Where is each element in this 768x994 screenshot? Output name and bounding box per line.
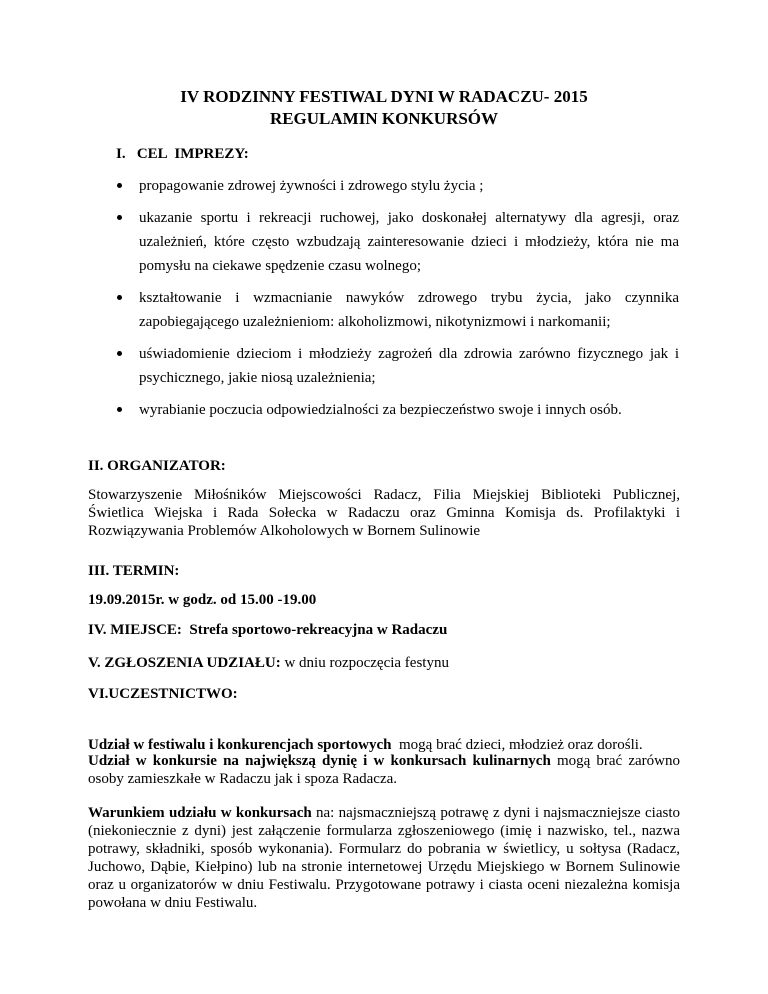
participation-2-bold: Udział w konkursie na największą dynię i w konkursach kulinarnych [88,753,551,769]
section-5-line [88,654,680,672]
bullet-3-text: kształtowanie i wzmacnianie nawyków zdrowego trybu życia, jako czynnika zapobiegającego uzależnieniom: alkoholizmowi, nikotynizmowi i narkomanii; [139,290,679,330]
participation-paragraph-3 [88,804,680,912]
section-3-date: 19.09.2015r. w godz. od 15.00 -19.00 [88,592,317,608]
bullet-4-text: uświadomienie dzieciom i młodzieży zagrożeń dla zdrowia zarówno fizycznego jak i psychicznego, jakie niosą uzależnienia; [139,346,679,386]
participation-3-text: na: najsmaczniejszą potrawę z dyni i najsmaczniejsze ciasto (niekoniecznie z dyni) jest załączenie formularza zgłoszeniowego (imię i nazwisko, tel., nazwa potrawy, składniki, sposób wykonania). Formularz do pobrania w świetlicy, u sołtysa (Radacz, Juchowo, Dąbie, Kiełpino) lub na stronie internetowej Urzędu Miejskiego w Bornem Sulinowie oraz u organizatorów w dniu Festiwalu. Przygotowane potrawy i ciasta oceni niezależna komisja powołana w dniu Festiwalu. [88,805,680,911]
bullet-3-marker [117,295,122,300]
bullet-5-marker [117,407,122,412]
section-3-heading: III. TERMIN: [88,563,180,579]
participation-2-text: mogą brać zarówno osoby zamieszkałe w Radaczu jak i spoza Radacza. [88,753,680,787]
bullet-2-text: ukazanie sportu i rekreacji ruchowej, jako doskonałej alternatywy dla agresji, oraz uzależnień, które często wzbudzają zainteresowanie dzieci i młodzieży, która nie ma pomysłu na ciekawe spędzenie czasu wolnego; [139,210,679,274]
section-2-text: Stowarzyszenie Miłośników Miejscowości Radacz, Filia Miejskiej Biblioteki Publicznej, Świetlica Wiejska i Rada Sołecka w Radaczu oraz Gminna Komisja ds. Profilaktyki i Rozwiązywania Problemów Alkoholowych w Bornem Sulinowie [88,487,680,539]
participation-paragraph-1 [88,718,680,754]
bullet-2-marker [117,215,122,220]
section-6-heading: VI.UCZESTNICTWO: [88,686,238,702]
bullet-1-text: propagowanie zdrowej żywności i zdrowego stylu życia ; [139,178,484,194]
section-2-heading: II. ORGANIZATOR: [88,458,226,474]
participation-1-text: mogą brać dzieci, młodzież oraz dorośli. [391,737,643,753]
bullet-5-text: wyrabianie poczucia odpowiedzialności za bezpieczeństwo swoje i innych osób. [139,402,622,418]
participation-paragraph-2 [88,752,680,788]
participation-3-bold: Warunkiem udziału w konkursach [88,805,312,821]
section-5-heading: V. ZGŁOSZENIA UDZIAŁU: [88,655,281,671]
document-title-line-2: REGULAMIN KONKURSÓW [269,109,499,128]
section-5-text: w dniu rozpoczęcia festynu [280,655,449,671]
document-title-line-1: IV RODZINNY FESTIWAL DYNI W RADACZU- 2015 [180,87,588,106]
participation-1-bold: Udział w festiwalu i konkurencjach sportowych [88,737,392,753]
bullet-4-marker [117,351,122,356]
section-4-place: IV. MIEJSCE: Strefa sportowo-rekreacyjna w Radaczu [88,622,448,638]
section-1-heading: I. CEL IMPREZY: [116,146,249,162]
bullet-1-marker [117,183,122,188]
